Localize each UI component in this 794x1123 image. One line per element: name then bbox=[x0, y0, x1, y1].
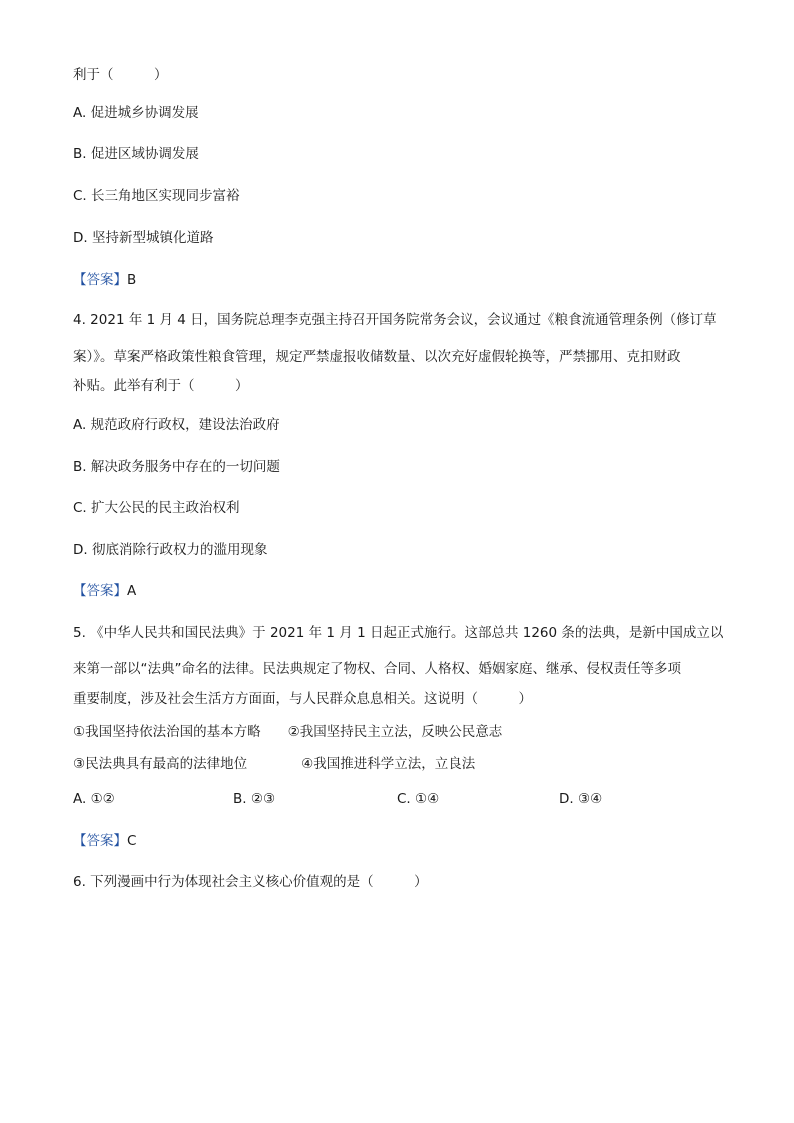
q5-stem-line-1: 5. 《中华人民共和国民法典》于 2021 年 1 月 1 日起正式施行。这部总共 1260 条的法典，是新中国成立以 bbox=[73, 625, 724, 641]
q4-answer bbox=[73, 582, 136, 600]
q5-option-d: D. ③④ bbox=[559, 791, 603, 807]
q6-stem: 6. 下列漫画中行为体现社会主义核心价值观的是（ ） bbox=[73, 874, 428, 890]
q4-option-c: C. 扩大公民的民主政治权利 bbox=[73, 500, 240, 516]
q5-answer bbox=[73, 832, 136, 850]
q4-option-b: B. 解决政务服务中存在的一切问题 bbox=[73, 459, 280, 475]
q5-option-c: C. ①④ bbox=[397, 791, 440, 807]
q3-option-d: D. 坚持新型城镇化道路 bbox=[73, 230, 214, 246]
q3-answer bbox=[73, 271, 136, 289]
answer-tag: 【答案】 bbox=[73, 272, 127, 288]
answer-value: B bbox=[127, 272, 137, 288]
q3-stem-end: 利于（ ） bbox=[73, 67, 168, 83]
q4-stem-line-2: 案）》。草案严格政策性粮食管理，规定严禁虚报收储数量、以次充好虚假轮换等，严禁挪用、克扣财政 bbox=[73, 349, 681, 365]
q4-option-a: A. 规范政府行政权，建设法治政府 bbox=[73, 417, 280, 433]
q5-option-a: A. ①② bbox=[73, 791, 115, 807]
q4-stem-line-1: 4. 2021 年 1 月 4 日，国务院总理李克强主持召开国务院常务会议，会议通过《粮食流通管理条例（修订草 bbox=[73, 312, 717, 328]
answer-tag: 【答案】 bbox=[73, 583, 127, 599]
q4-option-d: D. 彻底消除行政权力的滥用现象 bbox=[73, 542, 268, 558]
q5-statement-1-2: ①我国坚持依法治国的基本方略 ②我国坚持民主立法，反映公民意志 bbox=[73, 724, 503, 740]
q5-stem-line-2: 来第一部以“法典”命名的法律。民法典规定了物权、合同、人格权、婚姻家庭、继承、侵权责任等多项 bbox=[73, 661, 681, 677]
q3-option-c: C. 长三角地区实现同步富裕 bbox=[73, 188, 240, 204]
q5-statement-3-4: ③民法典具有最高的法律地位 ④我国推进科学立法，立良法 bbox=[73, 756, 476, 772]
q3-option-a: A. 促进城乡协调发展 bbox=[73, 105, 199, 121]
answer-value: A bbox=[127, 583, 137, 599]
q5-option-b: B. ②③ bbox=[233, 791, 276, 807]
q3-option-b: B. 促进区域协调发展 bbox=[73, 146, 199, 162]
answer-value: C bbox=[127, 833, 137, 849]
answer-tag: 【答案】 bbox=[73, 833, 127, 849]
q5-stem-line-3: 重要制度，涉及社会生活方方面面，与人民群众息息相关。这说明（ ） bbox=[73, 691, 532, 707]
q4-stem-line-3: 补贴。此举有利于（ ） bbox=[73, 378, 249, 394]
